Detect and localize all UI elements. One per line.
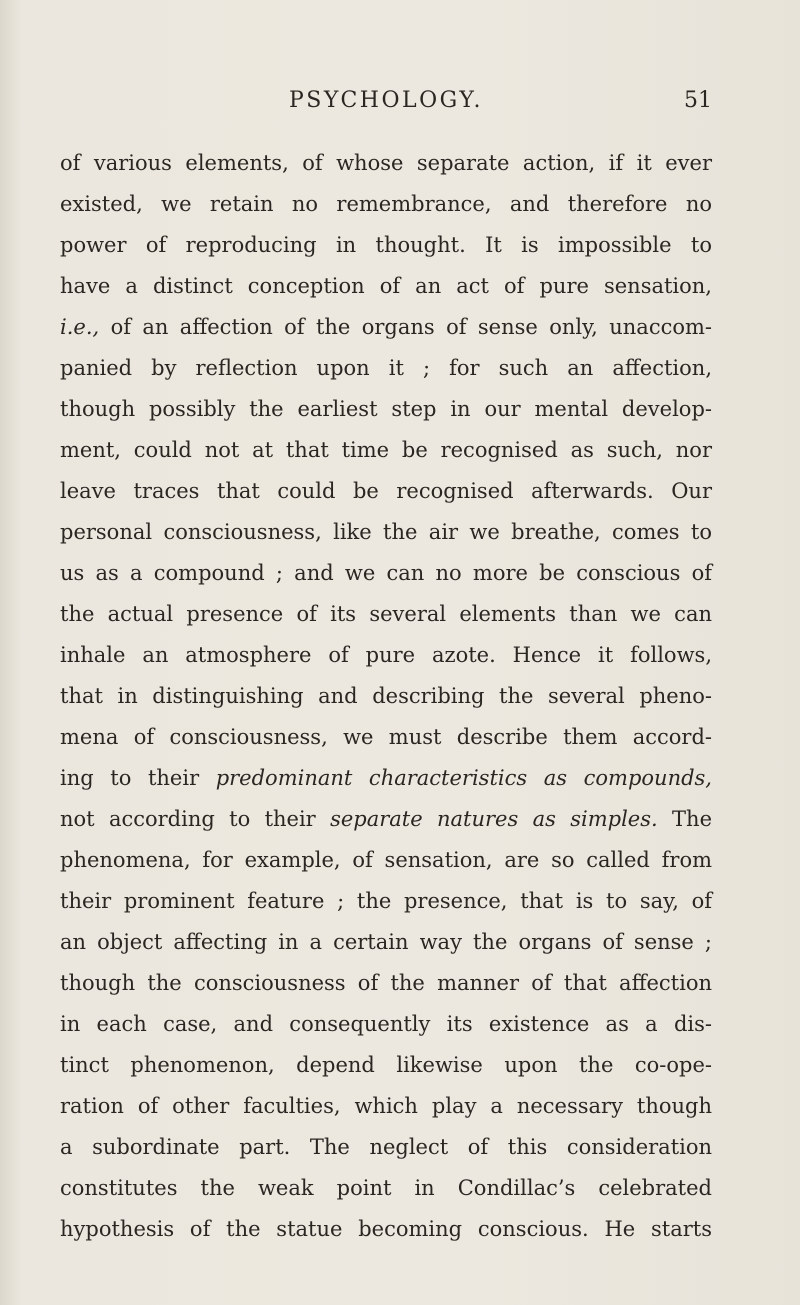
text-line: mena of consciousness, we must describe them accord-: [60, 725, 712, 749]
text-line: phenomena, for example, of sensation, are so called from: [60, 848, 712, 872]
text-line: leave traces that could be recognised afterwards. Our: [60, 479, 712, 503]
text-line: not according to their separate natures as simples. The: [60, 807, 712, 831]
text-line: hypothesis of the statue becoming conscious. He starts: [60, 1217, 712, 1241]
text-line: though the consciousness of the manner of that affection: [60, 971, 712, 995]
text-line: in each case, and consequently its existence as a dis-: [60, 1012, 712, 1036]
text-line: though possibly the earliest step in our mental develop-: [60, 397, 712, 421]
text-line: of various elements, of whose separate action, if it ever: [60, 151, 712, 175]
text-line: i.e., of an affection of the organs of sense only, unaccom-: [60, 315, 712, 339]
text-line: ing to their predominant characteristics as compounds,: [60, 766, 712, 790]
text-line: existed, we retain no remembrance, and therefore no: [60, 192, 712, 216]
text-line: tinct phenomenon, depend likewise upon the co-ope-: [60, 1053, 712, 1077]
text-line: an object affecting in a certain way the organs of sense ;: [60, 930, 712, 954]
page-number: 51: [684, 88, 712, 113]
text-line: the actual presence of its several elements than we can: [60, 602, 712, 626]
text-line: have a distinct conception of an act of pure sensation,: [60, 274, 712, 298]
text-line: panied by reflection upon it ; for such an affection,: [60, 356, 712, 380]
text-line: that in distinguishing and describing the several pheno-: [60, 684, 712, 708]
text-line: power of reproducing in thought. It is impossible to: [60, 233, 712, 257]
text-line: a subordinate part. The neglect of this consideration: [60, 1135, 712, 1159]
text-line: ration of other faculties, which play a necessary though: [60, 1094, 712, 1118]
text-line: ment, could not at that time be recognised as such, nor: [60, 438, 712, 462]
running-head: [60, 84, 712, 118]
text-line: their prominent feature ; the presence, that is to say, of: [60, 889, 712, 913]
italic-phrase: predominant characteristics as compounds,: [215, 766, 712, 790]
text-line: inhale an atmosphere of pure azote. Hence it follows,: [60, 643, 712, 667]
italic-phrase: separate natures as simples.: [330, 807, 658, 831]
body-text: [60, 143, 712, 1250]
text-line: us as a compound ; and we can no more be conscious of: [60, 561, 712, 585]
text-line: constitutes the weak point in Condillac’s celebrated: [60, 1176, 712, 1200]
italic-abbreviation: i.e.,: [60, 315, 100, 339]
text-line: personal consciousness, like the air we breathe, comes to: [60, 520, 712, 544]
running-title: PSYCHOLOGY.: [288, 88, 484, 113]
